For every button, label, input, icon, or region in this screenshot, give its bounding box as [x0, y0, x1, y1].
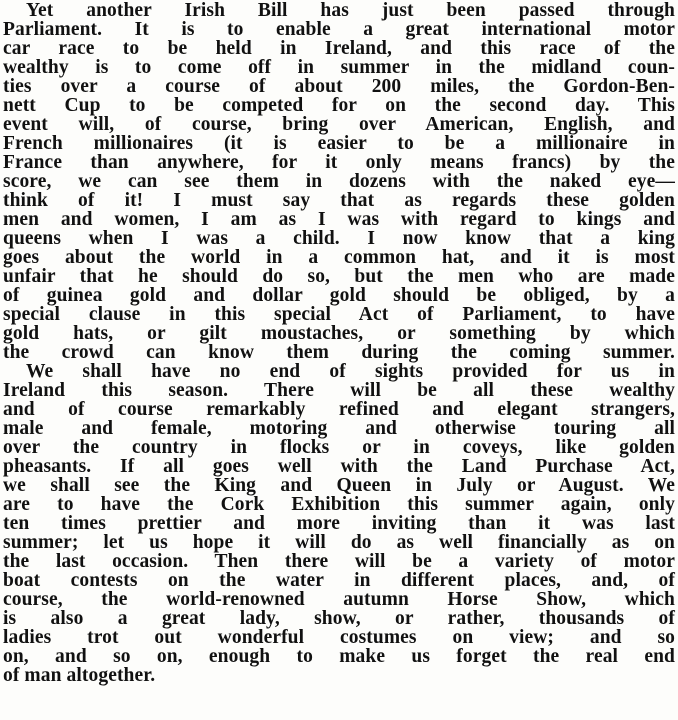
text-line: men and women, I am as I was with regard to kings and	[3, 209, 675, 230]
text-line: unfair that he should do so, but the men who are made	[3, 266, 675, 287]
text-line: score, we can see them in dozens with the naked eye—	[3, 171, 675, 192]
text-line: event will, of course, bring over American, English, and	[3, 114, 675, 135]
text-line: We shall have no end of sights provided for us in	[26, 361, 675, 382]
text-line: ten times prettier and more inviting than it was last	[3, 513, 675, 534]
text-line: French millionaires (it is easier to be a millionaire in	[3, 133, 675, 154]
text-line: special clause in this special Act of Parliament, to have	[3, 304, 675, 325]
text-line: ladies trot out wonderful costumes on view; and so	[3, 627, 675, 648]
text-line: we shall see the King and Queen in July or August. We	[3, 475, 675, 496]
text-line: are to have the Cork Exhibition this summer again, only	[3, 494, 675, 515]
text-line: nett Cup to be competed for on the second day. This	[3, 95, 675, 116]
text-line: France than anywhere, for it only means francs) by the	[3, 152, 675, 173]
text-line: car race to be held in Ireland, and this race of the	[3, 38, 675, 59]
text-line: ties over a course of about 200 miles, the Gordon-Ben-	[3, 76, 675, 97]
text-line: the last occasion. Then there will be a variety of motor	[3, 551, 675, 572]
text-line: Ireland this season. There will be all these wealthy	[3, 380, 675, 401]
text-line: on, and so on, enough to make us forget the real end	[3, 646, 675, 667]
text-line: Yet another Irish Bill has just been passed through	[26, 0, 675, 21]
text-line: summer; let us hope it will do as well financially as on	[3, 532, 675, 553]
text-line: the crowd can know them during the coming summer.	[3, 342, 675, 363]
text-line: pheasants. If all goes well with the Land Purchase Act,	[3, 456, 675, 477]
text-line: gold hats, or gilt moustaches, or something by which	[3, 323, 675, 344]
text-line: course, the world-renowned autumn Horse Show, which	[3, 589, 675, 610]
text-line: is also a great lady, show, or rather, thousands of	[3, 608, 675, 629]
text-line: Parliament. It is to enable a great international motor	[3, 19, 675, 40]
text-line: queens when I was a child. I now know that a king	[3, 228, 675, 249]
text-line: wealthy is to come off in summer in the midland coun-	[3, 57, 675, 78]
text-line: goes about the world in a common hat, and it is most	[3, 247, 675, 268]
text-line: of guinea gold and dollar gold should be obliged, by a	[3, 285, 675, 306]
text-line: boat contests on the water in different places, and, of	[3, 570, 675, 591]
text-line: and of course remarkably refined and elegant strangers,	[3, 399, 675, 420]
text-line: male and female, motoring and otherwise touring all	[3, 418, 675, 439]
text-line: of man altogether.	[3, 665, 156, 686]
text-line: over the country in flocks or in coveys, like golden	[3, 437, 675, 458]
text-line: think of it! I must say that as regards these golden	[3, 190, 675, 211]
